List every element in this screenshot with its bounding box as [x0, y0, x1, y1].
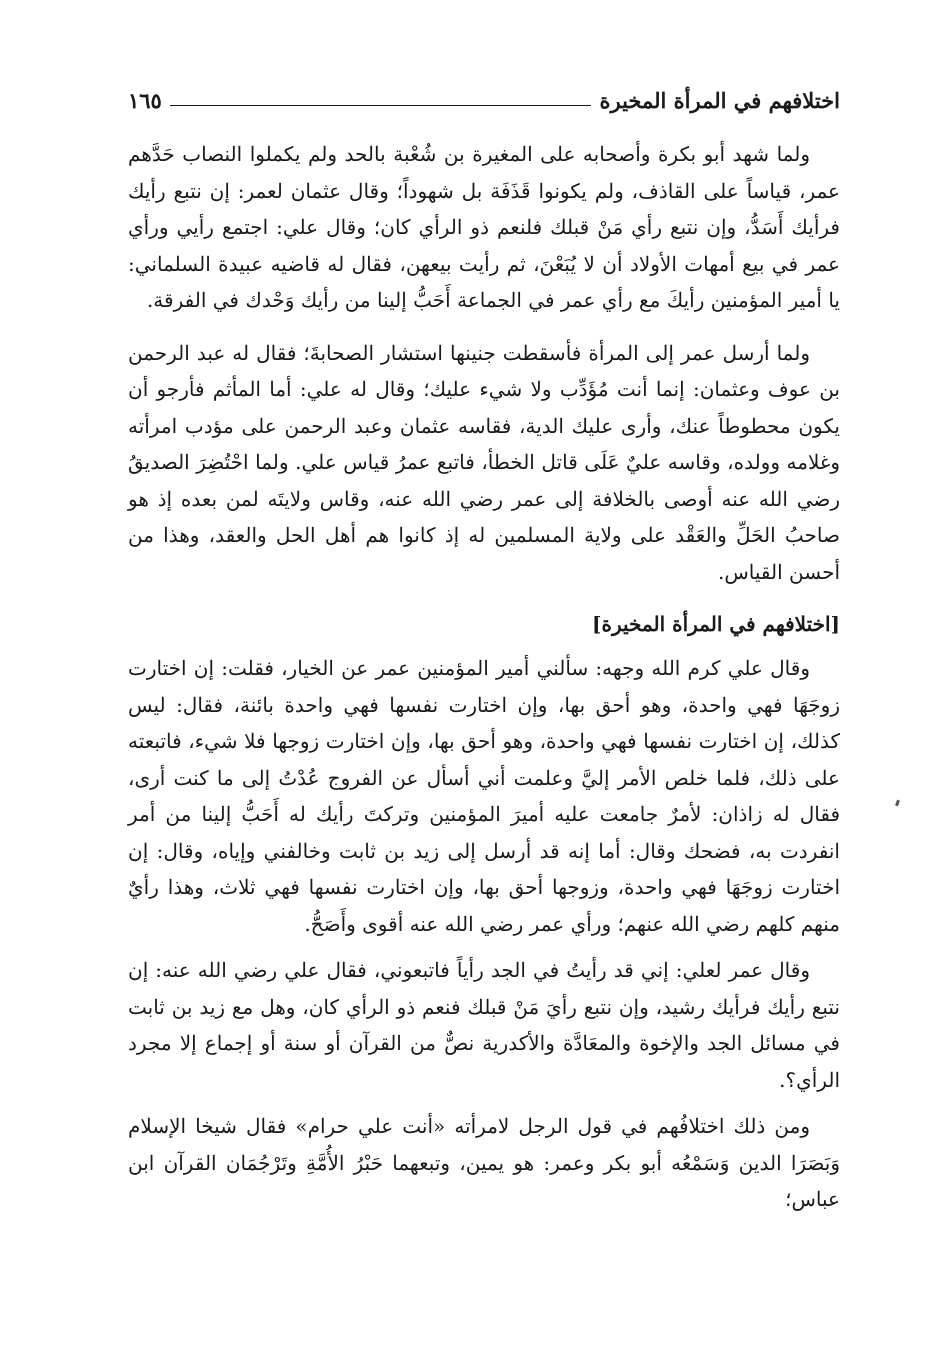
header-rule [170, 105, 592, 106]
paragraph-jadd: وقال عمر لعلي: إني قد رأيتُ في الجد رأياً فاتبعوني، فقال علي رضي الله عنه: إن نتبع رأيك فرأيك رشيد، وإن نتبع رأيَ مَنْ قبلك فنعم ذو الرأي كان، وهل مع زيد بن ثابت في مسائل الجد والإخوة والمعَادَّة والأكدرية نصٌّ من القرآن أو سنة أو إجماع إلا مجرد الرأي؟. [128, 958, 840, 1092]
paragraph-haram: ومن ذلك اختلافُهم في قول الرجل لامرأته «أنت علي حرام» فقال شيخا الإسلام وَبَصَرَا الدين وَسَمْعُه أبو بكر وعمر: هو يمين، وتبعهما حَبْرُ الأُمَّةِ وتَرْجُمَان القرآن ابن عباس؛ [128, 1114, 840, 1211]
page-number: ١٦٥ [128, 87, 162, 113]
running-header [128, 82, 840, 118]
book-page [128, 82, 840, 1312]
page-body [128, 136, 840, 1218]
margin-mark [895, 800, 900, 807]
section-heading: [اختلافهم في المرأة المخيرة] [592, 612, 840, 636]
running-header-title: اختلافهم في المرأة المخيرة [599, 87, 840, 113]
paragraph-mughira: ولما شهد أبو بكرة وأصحابه على المغيرة بن شُعْبة بالحد ولم يكملوا النصاب حَدَّهم عمر، قياساً على القاذف، ولم يكونوا قَذَفَة بل شهوداً؛ وقال عثمان لعمر: إن نتبع رأيك فرأيك أَسَدُّ، وإن نتبع رأي مَنْ قبلك فلنعم ذو الرأي كان؛ وقال علي: اجتمع رأيي ورأي عمر في بيع أمهات الأولاد أن لا يُبَعْنَ، ثم رأيت بيعهن، فقال له قاضيه عبيدة السلماني: يا أمير المؤمنين رأيكَ مع رأي عمر في الجماعة أَحَبُّ إلينا من رأيك وَحْدك في الفرقة. [128, 142, 840, 312]
paragraph-khiyar: وقال علي كرم الله وجهه: سألني أمير المؤمنين عمر عن الخيار، فقلت: إن اختارت زوجَهَا فهي واحدة، وهو أحق بها، وإن اختارت نفسها فهي واحدة بائنة، فقال: ليس كذلك، إن اختارت نفسها فهي واحدة، وهو أحق بها، وإن اختارت زوجها فلا شيء، فاتبعته على ذلك، فلما خلص الأمر إليَّ وعلمت أني أسأل عن الفروج عُدْتُ إلى ما كنت أرى، فقال له زاذان: لأمرٌ جامعت عليه أميرَ المؤمنين وتركتَ رأيك له أَحَبُّ إلينا من أمر انفردت به، فضحك وقال: أما إنه قد أرسل إلى زيد بن ثابت وخالفني وإياه، وقال: إن اختارت زوجَهَا فهي واحدة، وزوجها أحق بها، وإن اختارت نفسها فهي ثلاث، وهذا رأيٌ منهم كلهم رضي الله عنهم؛ ورأي عمر رضي الله عنه أقوى وأَصَحُّ. [128, 656, 840, 936]
paragraph-janin: ولما أرسل عمر إلى المرأة فأسقطت جنينها استشار الصحابةَ؛ فقال له عبد الرحمن بن عوف وعثمان: إنما أنت مُؤَدِّب ولا شيء عليك؛ وقال له علي: أما المأثم فأرجو أن يكون محطوطاً عنك، وأرى عليك الدية، فقاسه عثمان وعبد الرحمن على مؤدب امرأته وغلامه وولده، وقاسه عليٌ عَلَى قاتل الخطأ، فاتبع عمرُ قياس علي. ولما احْتُضِرَ الصديقُ رضي الله عنه أوصى بالخلافة إلى عمر رضي الله عنه، وقاس ولايتَه لمن بعده إذ هو صاحبُ الحَلِّ والعَقْد على ولاية المسلمين له إذ كانوا هم أهل الحل والعقد، وهذا من أحسن القياس. [128, 340, 841, 584]
